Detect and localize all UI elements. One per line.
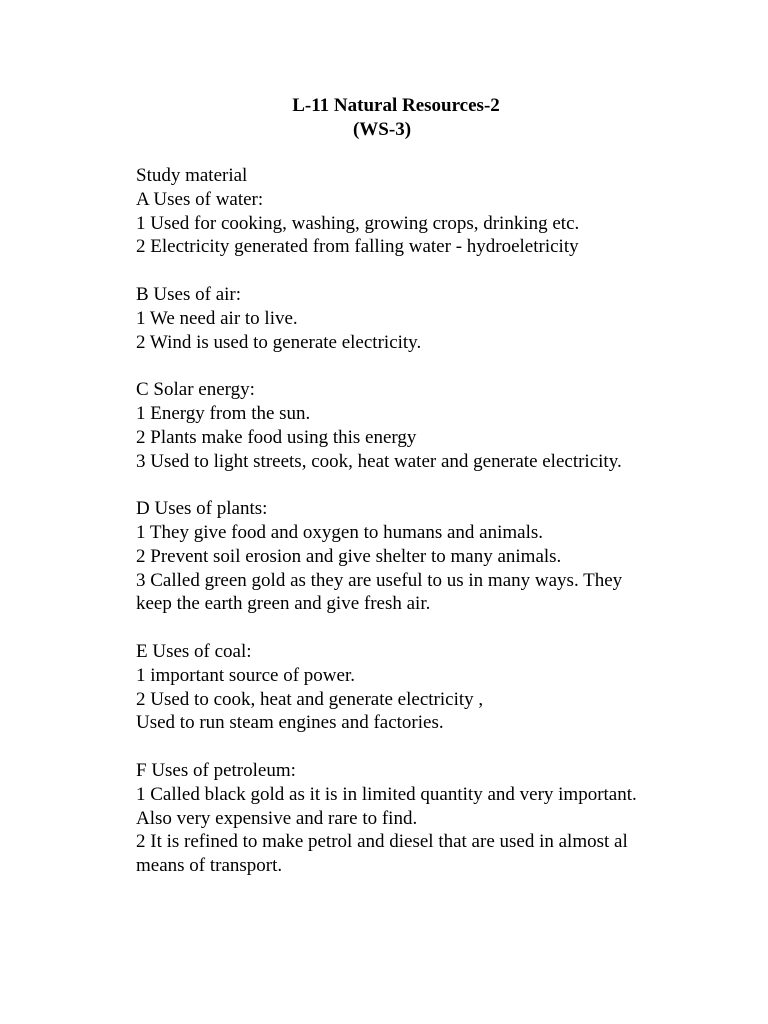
section-line: 1 important source of power. bbox=[136, 664, 355, 686]
section-heading: C Solar energy: bbox=[136, 379, 255, 401]
paragraph-gap bbox=[136, 354, 736, 378]
section-heading: E Uses of coal: bbox=[136, 640, 252, 662]
section-line: 1 Called black gold as it is in limited quantity and very important. bbox=[136, 783, 637, 805]
section-heading: B Uses of air: bbox=[136, 283, 242, 305]
section-line: 2 Wind is used to generate electricity. bbox=[136, 331, 422, 353]
document-title: L-11 Natural Resources-2 bbox=[292, 95, 500, 116]
section-line: 3 Used to light streets, cook, heat water and generate electricity. bbox=[136, 450, 622, 472]
study-material-body bbox=[136, 164, 736, 878]
paragraph-gap bbox=[136, 473, 736, 497]
paragraph-gap bbox=[136, 259, 736, 283]
section-line: 2 Prevent soil erosion and give shelter to many animals. bbox=[136, 545, 562, 567]
section-line: 1 We need air to live. bbox=[136, 307, 298, 329]
section-line: 1 Used for cooking, washing, growing crops, drinking etc. bbox=[136, 212, 580, 234]
paragraph-gap bbox=[136, 735, 736, 759]
section-line: 2 It is refined to make petrol and diesel that are used in almost al bbox=[136, 831, 628, 853]
intro-label: Study material bbox=[136, 165, 248, 186]
document-subtitle: (WS-3) bbox=[352, 119, 412, 140]
section-line: 2 Used to cook, heat and generate electricity , bbox=[136, 688, 484, 710]
section-line: 2 Plants make food using this energy bbox=[136, 426, 417, 448]
section-heading: F Uses of petroleum: bbox=[136, 759, 296, 781]
section-line: 1 Energy from the sun. bbox=[136, 402, 311, 424]
section-heading: D Uses of plants: bbox=[136, 498, 268, 520]
section-line: Also very expensive and rare to find. bbox=[136, 807, 418, 829]
section-line: means of transport. bbox=[136, 855, 283, 877]
section-line: 3 Called green gold as they are useful to us in many ways. They bbox=[136, 569, 623, 591]
section-line: Used to run steam engines and factories. bbox=[136, 712, 444, 734]
section-heading: A Uses of water: bbox=[136, 188, 264, 210]
paragraph-gap bbox=[136, 616, 736, 640]
section-line: 1 They give food and oxygen to humans and animals. bbox=[136, 521, 544, 543]
section-line: 2 Electricity generated from falling water - hydroeletricity bbox=[136, 236, 579, 258]
section-line: keep the earth green and give fresh air. bbox=[136, 593, 431, 615]
